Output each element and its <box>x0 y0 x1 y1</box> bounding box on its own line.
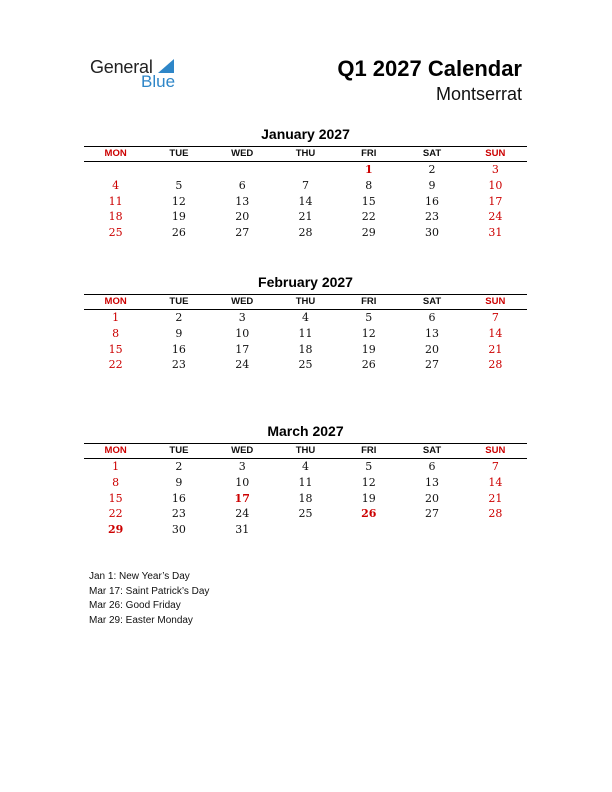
week-row <box>84 194 527 210</box>
day-cell: 10 <box>488 178 503 192</box>
weekday-header-sat: SAT <box>422 296 442 307</box>
day-cell: 8 <box>365 178 373 192</box>
day-cell: 14 <box>298 194 313 208</box>
day-cell: 9 <box>175 475 183 489</box>
day-cell: 25 <box>108 226 123 240</box>
day-cell: 9 <box>428 178 436 192</box>
day-cell: 27 <box>425 507 440 521</box>
week-row <box>84 162 527 178</box>
day-cell: 8 <box>112 475 120 489</box>
day-cell: 30 <box>425 226 440 240</box>
weekday-header-sat: SAT <box>422 445 442 456</box>
day-cell: 11 <box>108 194 123 208</box>
weekday-header-fri: FRI <box>361 445 377 456</box>
day-cell: 10 <box>235 326 250 340</box>
day-cell: 7 <box>491 460 499 473</box>
logo <box>90 57 190 93</box>
day-cell: 6 <box>428 460 436 473</box>
day-cell: 15 <box>108 491 123 505</box>
holiday-item: Jan 1: New Year’s Day <box>89 571 190 582</box>
day-cell: 24 <box>488 210 503 224</box>
day-cell: 22 <box>108 358 123 372</box>
holiday-item: Mar 29: Easter Monday <box>89 614 193 626</box>
week-row <box>84 459 527 475</box>
empty-day-cell <box>337 522 400 538</box>
day-cell: 4 <box>301 311 309 324</box>
day-cell: 5 <box>365 311 373 324</box>
weekday-header-sun: SUN <box>485 148 506 159</box>
day-cell: 6 <box>238 178 246 192</box>
day-cell: 27 <box>425 358 440 372</box>
month-march <box>84 422 527 538</box>
day-cell: 11 <box>298 326 313 340</box>
page-title: Q1 2027 Calendar <box>337 56 522 81</box>
empty-day-cell <box>464 522 527 538</box>
day-cell: 21 <box>488 491 503 505</box>
weekday-header-wed: WED <box>231 296 254 307</box>
day-cell: 24 <box>235 507 250 521</box>
weekday-header-sat: SAT <box>422 148 442 159</box>
weekday-header-mon: MON <box>104 296 127 307</box>
weekday-header-wed: WED <box>231 148 254 159</box>
weekday-header-fri: FRI <box>361 148 377 159</box>
day-cell: 3 <box>238 311 246 324</box>
weekday-header-row <box>84 146 527 162</box>
day-cell: 17 <box>235 342 250 356</box>
week-row <box>84 491 527 507</box>
day-cell: 26 <box>361 507 377 521</box>
weekday-header-thu: THU <box>295 148 316 159</box>
empty-day-cell <box>400 522 463 538</box>
weekday-header-tue: TUE <box>169 296 189 307</box>
empty-day-cell <box>147 162 210 178</box>
day-cell: 25 <box>298 507 313 521</box>
day-cell: 14 <box>488 326 503 340</box>
week-row <box>84 326 527 342</box>
day-cell: 25 <box>298 358 313 372</box>
weekday-header-thu: THU <box>295 445 316 456</box>
day-cell: 28 <box>488 358 503 372</box>
day-cell: 22 <box>108 507 123 521</box>
day-cell: 13 <box>425 326 440 340</box>
page-subtitle: Montserrat <box>435 84 522 104</box>
day-cell: 18 <box>108 210 123 224</box>
day-cell: 8 <box>112 326 120 340</box>
day-cell: 15 <box>108 342 123 356</box>
week-row <box>84 178 527 194</box>
day-cell: 19 <box>171 210 186 224</box>
month-title: March 2027 <box>267 423 344 439</box>
day-cell: 10 <box>235 475 250 489</box>
weekday-header-sun: SUN <box>485 296 506 307</box>
day-cell: 16 <box>171 342 186 356</box>
day-cell: 1 <box>364 163 373 176</box>
day-cell: 31 <box>235 523 250 537</box>
day-cell: 13 <box>235 194 250 208</box>
weekday-header-fri: FRI <box>361 296 377 307</box>
logo-triangle-icon <box>158 59 174 73</box>
day-cell: 31 <box>488 226 503 240</box>
week-row <box>84 225 527 241</box>
day-cell: 26 <box>361 358 376 372</box>
day-cell: 16 <box>425 194 440 208</box>
day-cell: 12 <box>361 326 376 340</box>
day-cell: 3 <box>238 460 246 473</box>
empty-day-cell <box>274 162 337 178</box>
day-cell: 27 <box>235 226 250 240</box>
day-cell: 30 <box>171 523 186 537</box>
week-row <box>84 342 527 358</box>
day-cell: 18 <box>298 342 313 356</box>
holiday-list <box>89 570 209 628</box>
week-row <box>84 357 527 373</box>
day-cell: 21 <box>298 210 313 224</box>
week-row <box>84 506 527 522</box>
day-cell: 9 <box>175 326 183 340</box>
day-cell: 19 <box>361 342 376 356</box>
weekday-header-wed: WED <box>231 445 254 456</box>
day-cell: 20 <box>425 491 440 505</box>
day-cell: 7 <box>491 311 499 324</box>
day-cell: 17 <box>234 491 250 505</box>
holiday-item: Mar 26: Good Friday <box>89 600 181 611</box>
day-cell: 18 <box>298 491 313 505</box>
day-cell: 22 <box>361 210 376 224</box>
week-row <box>84 310 527 326</box>
month-title: February 2027 <box>258 274 353 290</box>
day-cell: 23 <box>171 358 186 372</box>
month-january <box>84 125 527 241</box>
day-cell: 17 <box>488 194 503 208</box>
day-cell: 24 <box>235 358 250 372</box>
day-cell: 29 <box>107 523 124 537</box>
empty-day-cell <box>84 162 147 178</box>
day-cell: 28 <box>298 226 313 240</box>
day-cell: 1 <box>112 311 120 324</box>
day-cell: 20 <box>235 210 250 224</box>
day-cell: 11 <box>298 475 313 489</box>
day-cell: 12 <box>171 194 186 208</box>
day-cell: 4 <box>112 178 120 192</box>
weekday-header-sun: SUN <box>485 445 506 456</box>
day-cell: 28 <box>488 507 503 521</box>
day-cell: 13 <box>425 475 440 489</box>
day-cell: 5 <box>175 178 183 192</box>
day-cell: 29 <box>361 226 376 240</box>
day-cell: 19 <box>361 491 376 505</box>
empty-day-cell <box>211 162 274 178</box>
weekday-header-row <box>84 294 527 310</box>
empty-day-cell <box>274 522 337 538</box>
logo-text-general: General <box>90 57 153 77</box>
day-cell: 7 <box>301 178 309 192</box>
week-row <box>84 522 527 538</box>
month-title: January 2027 <box>261 126 350 142</box>
holiday-item: Mar 17: Saint Patrick’s Day <box>89 585 210 597</box>
day-cell: 23 <box>425 210 440 224</box>
day-cell: 2 <box>175 460 183 473</box>
day-cell: 3 <box>491 163 499 176</box>
day-cell: 6 <box>428 311 436 324</box>
day-cell: 26 <box>171 226 186 240</box>
weekday-header-thu: THU <box>295 296 316 307</box>
weekday-header-tue: TUE <box>169 148 189 159</box>
logo-text-blue: Blue <box>141 72 176 91</box>
day-cell: 5 <box>365 460 373 473</box>
week-row <box>84 209 527 225</box>
day-cell: 14 <box>488 475 503 489</box>
day-cell: 15 <box>361 194 376 208</box>
day-cell: 20 <box>425 342 440 356</box>
day-cell: 2 <box>175 311 183 324</box>
weekday-header-tue: TUE <box>169 445 189 456</box>
day-cell: 12 <box>361 475 376 489</box>
weekday-header-mon: MON <box>104 148 127 159</box>
week-row <box>84 475 527 491</box>
weekday-header-mon: MON <box>104 445 127 456</box>
weekday-header-row <box>84 443 527 459</box>
day-cell: 23 <box>171 507 186 521</box>
month-february <box>84 273 527 373</box>
day-cell: 1 <box>112 460 120 473</box>
day-cell: 16 <box>171 491 186 505</box>
day-cell: 4 <box>301 460 309 473</box>
day-cell: 21 <box>488 342 503 356</box>
day-cell: 2 <box>428 163 436 176</box>
